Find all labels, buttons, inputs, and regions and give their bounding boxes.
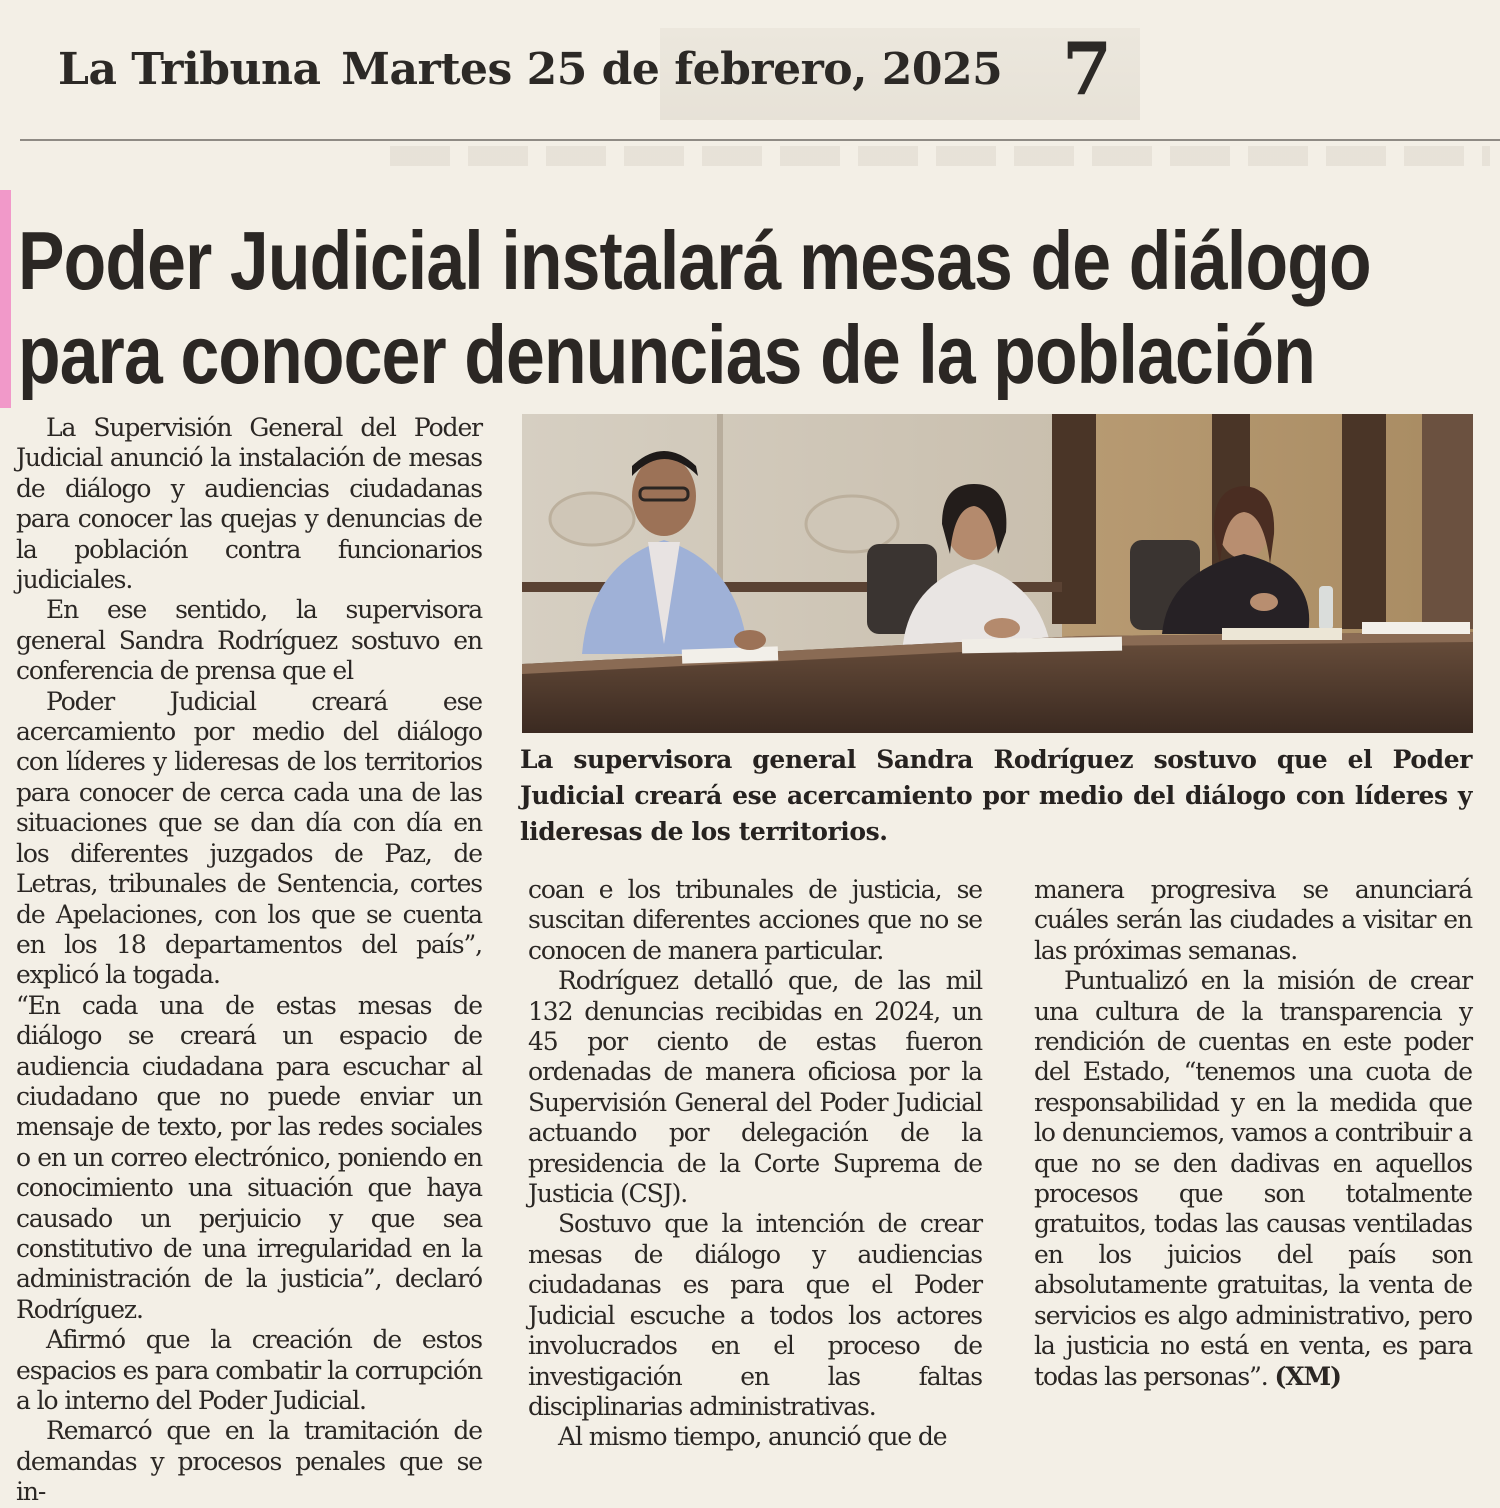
page-number: 7: [1062, 26, 1113, 111]
headline-line-2: para conocer denuncias de la población: [18, 308, 1315, 401]
photo-illustration: [522, 414, 1473, 733]
header-rule: [20, 139, 1500, 141]
article-column-3: [1034, 875, 1472, 1392]
paragraph: [1034, 966, 1472, 1392]
headline: [18, 214, 1371, 402]
paragraph: manera progresiva se anunciará cuáles serán las ciudades a visitar en las próximas semanas.: [1034, 875, 1472, 965]
show-through-strip: [390, 146, 1490, 166]
paragraph: Poder Judicial creará ese acercamiento por medio del diálogo con líderes y lideresas de los territorios para conocer de cerca cada una de las situaciones que se dan día con día en los diferentes juzgados de Paz, de Letras, tribunales de Sentencia, cortes de Apelaciones, con los que se cuenta en los 18 departamentos del país”, explicó la togada.: [16, 686, 482, 990]
paragraph: En ese sentido, la supervisora general Sandra Rodríguez sostuvo en conferencia de prensa que el: [16, 595, 482, 686]
paragraph: coan e los tribunales de justicia, se suscitan diferentes acciones que no se conocen de manera particular.: [528, 875, 982, 965]
photo-caption: La supervisora general Sandra Rodríguez sostuvo que el Poder Judicial creará ese acercamiento por medio del diálogo con líderes y lideresas de los territorios.: [520, 745, 1472, 846]
headline-line-1: Poder Judicial instalará mesas de diálogo: [18, 214, 1371, 307]
article-column-2: [528, 875, 982, 1453]
news-photo: [522, 414, 1473, 733]
paragraph: La Supervisión General del Poder Judicial anunció la instalación de mesas de diálogo y audiencias ciudadanas para conocer las quejas y denuncias de la población contra funcionarios judiciales.: [16, 413, 482, 595]
article-column-1: [16, 413, 482, 1508]
paragraph: “En cada una de estas mesas de diálogo se creará un espacio de audiencia ciudadana para escuchar al ciudadano que no puede enviar un mensaje de texto, por las redes sociales o en un correo electrónico, poniendo en conocimiento una situación que haya causado un perjuicio y que sea constitutivo de una irregularidad en la administración de la justicia”, declaró Rodríguez.: [16, 990, 482, 1324]
newspaper-name: La Tribuna: [58, 44, 321, 95]
issue-date: Martes 25 de febrero, 2025: [341, 44, 1003, 95]
highlighter-mark: [0, 190, 11, 408]
byline: (XM): [1274, 1361, 1341, 1391]
paragraph: Afirmó que la creación de estos espacios es para combatir la corrupción a lo interno del Poder Judicial.: [16, 1325, 482, 1415]
paragraph: Sostuvo que la intención de crear mesas de diálogo y audiencias ciudadanas es para que el Poder Judicial escuche a todos los actores involucrados en el proceso de investigación en las faltas disciplinarias administrativas.: [528, 1209, 982, 1421]
masthead: [58, 44, 1002, 95]
paragraph-text: Puntualizó en la misión de crear una cultura de la transparencia y rendición de cuentas en este poder del Estado, “tenemos una cuota de responsabilidad y en la medida que lo denunciemos, vamos a contribuir a que no se den dadivas en aquellos procesos que son totalmente gratuitos, todas las causas ventiladas en los juicios del país son absolutamente gratuitas, la venta de servicios es algo administrativo, pero la justicia no está en venta, es para todas las personas”.: [1034, 966, 1472, 1391]
paragraph: Rodríguez detalló que, de las mil 132 denuncias recibidas en 2024, un 45 por ciento de estas fueron ordenadas de manera oficiosa por la Supervisión General del Poder Judicial actuando por delegación de la presidencia de la Corte Suprema de Justicia (CSJ).: [528, 966, 982, 1209]
paragraph: Remarcó que en la tramitación de demandas y procesos penales que se in-: [16, 1416, 482, 1507]
paragraph: Al mismo tiempo, anunció que de: [558, 1422, 947, 1452]
